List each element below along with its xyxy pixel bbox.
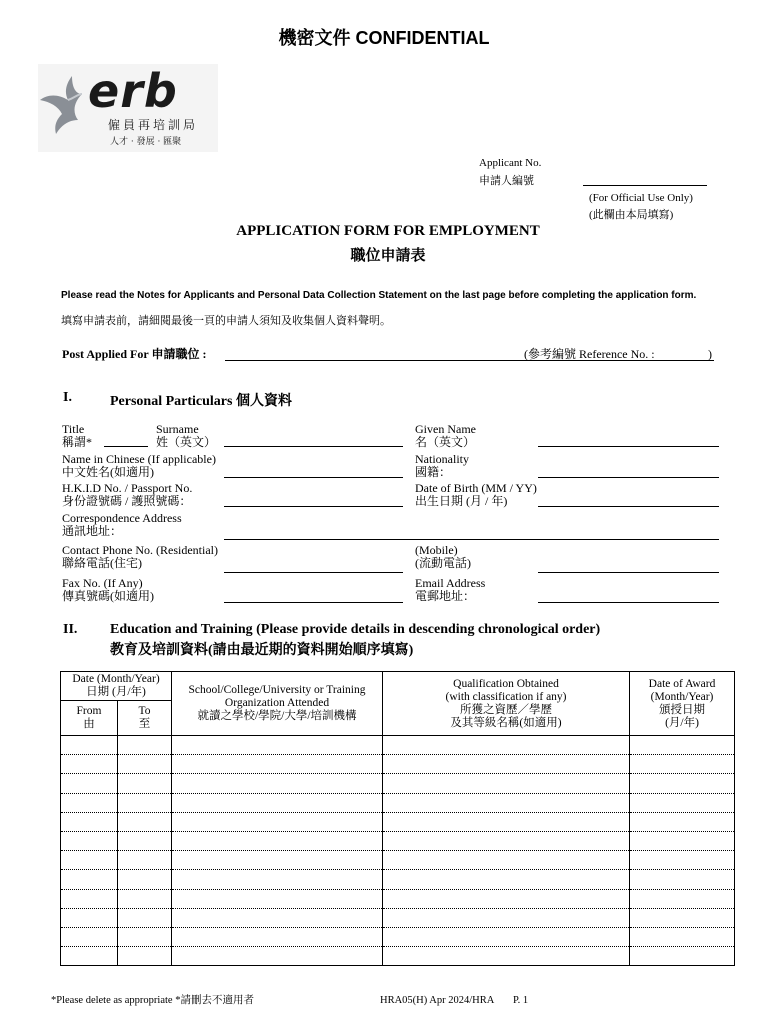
table-cell[interactable] xyxy=(630,889,735,908)
surname-label: Surname xyxy=(156,422,199,436)
section-2-title-zh: 教育及培訓資料(請由最近期的資料開始順序填寫) xyxy=(110,643,414,658)
table-cell[interactable] xyxy=(383,755,630,774)
table-cell[interactable] xyxy=(172,831,383,850)
table-cell[interactable] xyxy=(118,908,172,927)
form-title: APPLICATION FORM FOR EMPLOYMENT xyxy=(236,223,540,239)
table-cell[interactable] xyxy=(172,793,383,812)
chinese-name-label-zh: 中文姓名(如適用) xyxy=(62,465,154,479)
email-label-zh: 電郵地址： xyxy=(415,589,476,603)
email-field[interactable] xyxy=(538,602,719,603)
qualification-column-header: Qualification Obtained (with classification if any) 所獲之資歷／學歷 及其等級名稱(如適用) xyxy=(383,672,630,736)
erb-logo xyxy=(38,64,218,152)
table-cell[interactable] xyxy=(383,793,630,812)
dob-label: Date of Birth (MM / YY) xyxy=(415,481,537,495)
table-cell[interactable] xyxy=(61,889,118,908)
chinese-name-field[interactable] xyxy=(224,477,403,478)
fax-label-zh: 傳真號碼(如適用) xyxy=(62,589,154,603)
confidential-heading: 機密文件 CONFIDENTIAL xyxy=(278,28,490,48)
table-row xyxy=(61,736,735,755)
table-cell[interactable] xyxy=(383,774,630,793)
table-row xyxy=(61,755,735,774)
table-cell[interactable] xyxy=(118,870,172,889)
table-row xyxy=(61,774,735,793)
table-cell[interactable] xyxy=(172,774,383,793)
mobile-field[interactable] xyxy=(538,572,719,573)
table-cell[interactable] xyxy=(61,736,118,755)
table-cell[interactable] xyxy=(61,947,118,966)
email-label: Email Address xyxy=(415,576,486,590)
table-row xyxy=(61,831,735,850)
table-cell[interactable] xyxy=(383,736,630,755)
nationality-label-zh: 國籍： xyxy=(415,465,452,479)
table-cell[interactable] xyxy=(61,831,118,850)
table-cell[interactable] xyxy=(383,947,630,966)
table-cell[interactable] xyxy=(172,870,383,889)
table-cell[interactable] xyxy=(118,736,172,755)
table-cell[interactable] xyxy=(118,947,172,966)
table-cell[interactable] xyxy=(630,793,735,812)
table-cell[interactable] xyxy=(118,889,172,908)
address-label-zh: 通訊地址： xyxy=(62,524,123,538)
table-cell[interactable] xyxy=(630,774,735,793)
table-cell[interactable] xyxy=(118,831,172,850)
mobile-label-zh: (流動電話) xyxy=(415,556,471,570)
table-cell[interactable] xyxy=(61,793,118,812)
table-row xyxy=(61,889,735,908)
official-use-label-zh: (此欄由本局填寫) xyxy=(589,209,674,221)
table-cell[interactable] xyxy=(172,851,383,870)
title-field[interactable] xyxy=(104,446,148,447)
instructions-notice-zh: 填寫申請表前，請細閱最後一頁的申請人須知及收集個人資料聲明。 xyxy=(61,315,391,327)
phone-label-zh: 聯絡電話(住宅) xyxy=(62,556,142,570)
table-cell[interactable] xyxy=(61,774,118,793)
table-cell[interactable] xyxy=(630,812,735,831)
table-cell[interactable] xyxy=(383,851,630,870)
table-cell[interactable] xyxy=(172,736,383,755)
table-cell[interactable] xyxy=(118,851,172,870)
table-cell[interactable] xyxy=(172,947,383,966)
table-cell[interactable] xyxy=(61,755,118,774)
dob-label-zh: 出生日期 (月 / 年) xyxy=(415,494,508,508)
mobile-label: (Mobile) xyxy=(415,543,458,557)
hkid-label: H.K.I.D No. / Passport No. xyxy=(62,481,193,495)
section-2-number: II. xyxy=(63,622,78,637)
phone-label: Contact Phone No. (Residential) xyxy=(62,543,218,557)
form-code: HRA05(H) Apr 2024/HRA xyxy=(380,995,495,1006)
table-cell[interactable] xyxy=(118,812,172,831)
award-date-column-header: Date of Award (Month/Year) 頒授日期 (月/年) xyxy=(630,672,735,736)
table-cell[interactable] xyxy=(61,851,118,870)
date-column-header: Date (Month/Year) 日期 (月/年) xyxy=(61,672,172,701)
reference-no-close: ) xyxy=(708,347,712,361)
delete-note: *Please delete as appropriate *請刪去不適用者 xyxy=(51,995,254,1006)
surname-label-zh: 姓（英文） xyxy=(156,435,217,449)
applicant-no-label-zh: 申請人編號 xyxy=(479,175,534,187)
section-1-title: Personal Particulars 個人資料 xyxy=(110,394,292,409)
table-row xyxy=(61,793,735,812)
school-column-header: School/College/University or Training Organization Attended 就讀之學校/學院/大學/培訓機構 xyxy=(172,672,383,736)
chinese-name-label: Name in Chinese (If applicable) xyxy=(62,452,216,466)
table-row xyxy=(61,927,735,946)
table-cell[interactable] xyxy=(172,927,383,946)
instructions-notice: Please read the Notes for Applicants and Personal Data Collection Statement on the last page before completing the application form. xyxy=(61,290,697,301)
table-cell[interactable] xyxy=(630,755,735,774)
table-cell[interactable] xyxy=(172,908,383,927)
table-cell[interactable] xyxy=(118,927,172,946)
table-cell[interactable] xyxy=(61,908,118,927)
table-cell[interactable] xyxy=(118,793,172,812)
table-cell[interactable] xyxy=(61,812,118,831)
table-cell[interactable] xyxy=(172,889,383,908)
table-cell[interactable] xyxy=(118,774,172,793)
table-cell[interactable] xyxy=(383,927,630,946)
form-title-zh: 職位申請表 xyxy=(350,248,426,264)
table-cell[interactable] xyxy=(630,927,735,946)
applicant-no-label: Applicant No. xyxy=(479,157,542,169)
post-applied-label: Post Applied For 申請職位 : xyxy=(62,347,207,361)
table-cell[interactable] xyxy=(172,812,383,831)
applicant-no-field[interactable] xyxy=(583,185,707,186)
from-column-header: From 由 xyxy=(61,701,118,736)
section-2-title: Education and Training (Please provide details in descending chronological order) xyxy=(110,622,601,637)
title-label: Title xyxy=(62,422,85,436)
table-cell[interactable] xyxy=(630,947,735,966)
table-row xyxy=(61,908,735,927)
address-label: Correspondence Address xyxy=(62,511,182,525)
table-row xyxy=(61,870,735,889)
logo-wordmark: erb xyxy=(88,64,178,118)
table-cell[interactable] xyxy=(630,736,735,755)
dob-field[interactable] xyxy=(538,506,719,507)
given-name-label: Given Name xyxy=(415,422,476,436)
phone-field[interactable] xyxy=(224,572,403,573)
page-number: P. 1 xyxy=(513,995,529,1006)
table-cell[interactable] xyxy=(630,851,735,870)
nationality-label: Nationality xyxy=(415,452,469,466)
given-name-field[interactable] xyxy=(538,446,719,447)
table-cell[interactable] xyxy=(172,755,383,774)
table-cell[interactable] xyxy=(630,908,735,927)
table-row xyxy=(61,812,735,831)
logo-tagline: 人才 · 發展 · 匯聚 xyxy=(110,137,182,147)
official-use-label: (For Official Use Only) xyxy=(589,192,693,204)
table-cell[interactable] xyxy=(383,908,630,927)
title-label-zh: 稱謂* xyxy=(62,435,93,449)
table-cell[interactable] xyxy=(383,889,630,908)
hkid-label-zh: 身份證號碼 / 護照號碼： xyxy=(62,494,192,508)
education-table xyxy=(60,671,735,966)
surname-field[interactable] xyxy=(224,446,403,447)
address-field[interactable] xyxy=(224,539,719,540)
nationality-field[interactable] xyxy=(538,477,719,478)
table-cell[interactable] xyxy=(118,755,172,774)
table-cell[interactable] xyxy=(630,870,735,889)
fax-label: Fax No. (If Any) xyxy=(62,576,143,590)
table-row xyxy=(61,947,735,966)
reference-no-label: (參考編號 Reference No. : xyxy=(524,347,655,361)
table-cell[interactable] xyxy=(61,927,118,946)
table-row xyxy=(61,851,735,870)
section-1-number: I. xyxy=(63,390,72,405)
table-cell[interactable] xyxy=(61,870,118,889)
given-name-label-zh: 名（英文） xyxy=(415,435,476,449)
to-column-header: To 至 xyxy=(118,701,172,736)
table-cell[interactable] xyxy=(383,831,630,850)
table-cell[interactable] xyxy=(383,870,630,889)
table-cell[interactable] xyxy=(630,831,735,850)
logo-chinese-name: 僱員再培訓局 xyxy=(108,118,199,132)
table-cell[interactable] xyxy=(383,812,630,831)
hkid-field[interactable] xyxy=(224,506,403,507)
fax-field[interactable] xyxy=(224,602,403,603)
